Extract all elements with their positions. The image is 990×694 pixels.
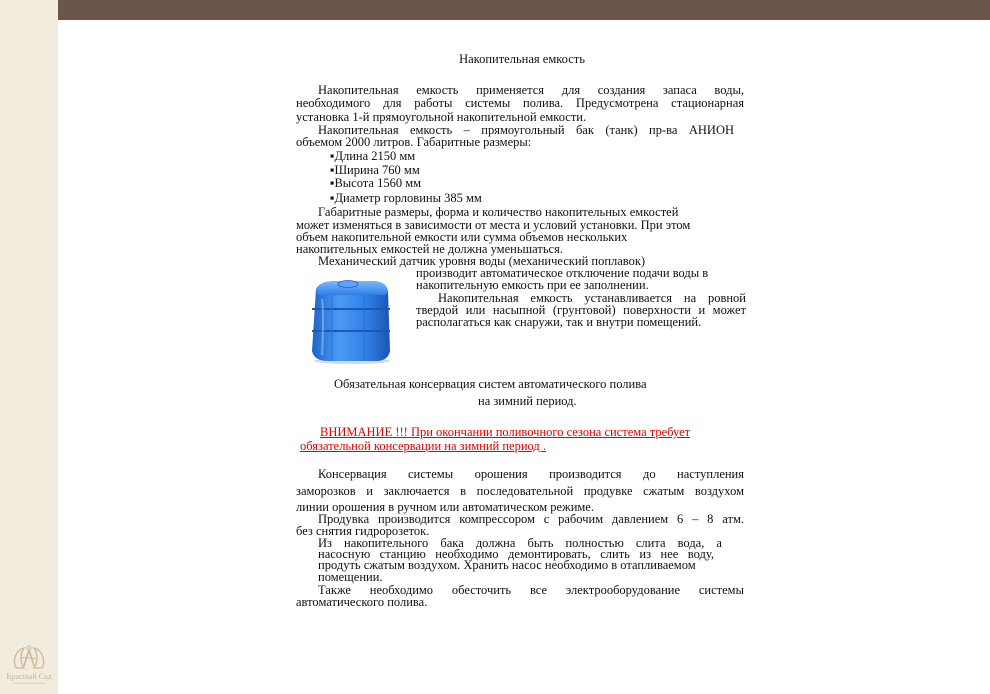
dimension-item: ▪Диаметр горловины 385 мм bbox=[330, 191, 482, 205]
p4-line-2: производит автоматическое отключение подачи воды в bbox=[416, 266, 709, 280]
dimension-item: ▪Длина 2150 мм bbox=[330, 149, 416, 163]
p1-line-2: необходимого для работы системы полива. Предусмотрена стационарная bbox=[296, 96, 744, 110]
p7-line-2: без снятия гидророзеток. bbox=[296, 524, 430, 538]
p5-line-1: Накопительная емкость устанавливается на ровной bbox=[438, 291, 746, 305]
logo-monogram-icon bbox=[10, 644, 48, 672]
company-logo bbox=[4, 644, 54, 692]
logo-tagline: ландшафтная компания bbox=[12, 681, 46, 685]
bullet-icon: ▪ bbox=[330, 191, 335, 205]
p3-line-3: объем накопительной емкости или сумма объемов нескольких bbox=[296, 230, 628, 244]
p1-line-3: установка 1-й прямоугольной накопительной емкости. bbox=[296, 110, 587, 124]
bullet-icon: ▪ bbox=[330, 163, 335, 177]
p8-line-1: Из накопительного бака должна быть полностью слита вода, а bbox=[318, 536, 722, 550]
warning-line-2: обязательной консервации на зимний период . bbox=[300, 439, 547, 453]
p6-line-2: заморозков и заключается в последовательной продувке сжатым воздухом bbox=[296, 484, 744, 498]
p7-line-1: Продувка производится компрессором с рабочим давлением 6 – 8 атм. bbox=[318, 512, 744, 526]
left-sidebar bbox=[0, 0, 58, 694]
p5-line-2: твердой или насыпной (грунтовой) поверхности и может bbox=[416, 303, 746, 317]
p4-line-3: накопительную емкость при ее заполнении. bbox=[416, 278, 649, 292]
p8-line-4: помещении. bbox=[318, 570, 383, 584]
p1-line-1: Накопительная емкость применяется для создания запаса воды, bbox=[318, 83, 744, 97]
top-bar bbox=[58, 0, 990, 20]
subtitle-line-2: на зимний период. bbox=[478, 394, 577, 408]
p9-line-1: Также необходимо обесточить все электрооборудование системы bbox=[318, 583, 744, 597]
p3-line-4: накопительных емкостей не должна уменьшаться. bbox=[296, 242, 563, 256]
bullet-icon: ▪ bbox=[330, 149, 335, 163]
p3-line-1: Габаритные размеры, форма и количество накопительных емкостей bbox=[318, 205, 679, 219]
p2-line-2: объемом 2000 литров. Габаритные размеры: bbox=[296, 135, 532, 149]
dimension-item: ▪Ширина 760 мм bbox=[330, 163, 420, 177]
subtitle-line-1: Обязательная консервация систем автоматического полива bbox=[334, 377, 647, 391]
dimension-item: ▪Высота 1560 мм bbox=[330, 176, 422, 190]
p2-line-1: Накопительная емкость – прямоугольный бак (танк) пр-ва АНИОН bbox=[318, 123, 734, 137]
p6-line-1: Консервация системы орошения производится до наступления bbox=[318, 467, 744, 481]
p9-line-2: автоматического полива. bbox=[296, 595, 428, 609]
bullet-icon: ▪ bbox=[330, 176, 335, 190]
p6-line-3: линии орошения в ручном или автоматическом режиме. bbox=[296, 500, 594, 514]
p8-line-3: продуть сжатым воздухом. Хранить насос необходимо в отапливаемом bbox=[318, 558, 696, 572]
p4-line-1: Механический датчик уровня воды (механический поплавок) bbox=[318, 254, 646, 268]
p3-line-2: может изменяться в зависимости от места и условий установки. При этом bbox=[296, 218, 691, 232]
p5-line-3: располагаться как снаружи, так и внутри помещений. bbox=[416, 315, 702, 329]
water-tank-image bbox=[302, 275, 394, 365]
warning-line-1: ВНИМАНИЕ !!! При окончании поливочного сезона система требует bbox=[320, 425, 691, 439]
p8-line-2: насосную станцию необходимо демонтировать, слить из нее воду, bbox=[318, 547, 714, 561]
document-title: Накопительная емкость bbox=[459, 52, 585, 66]
logo-brand-text: Красный Сад bbox=[6, 672, 52, 681]
